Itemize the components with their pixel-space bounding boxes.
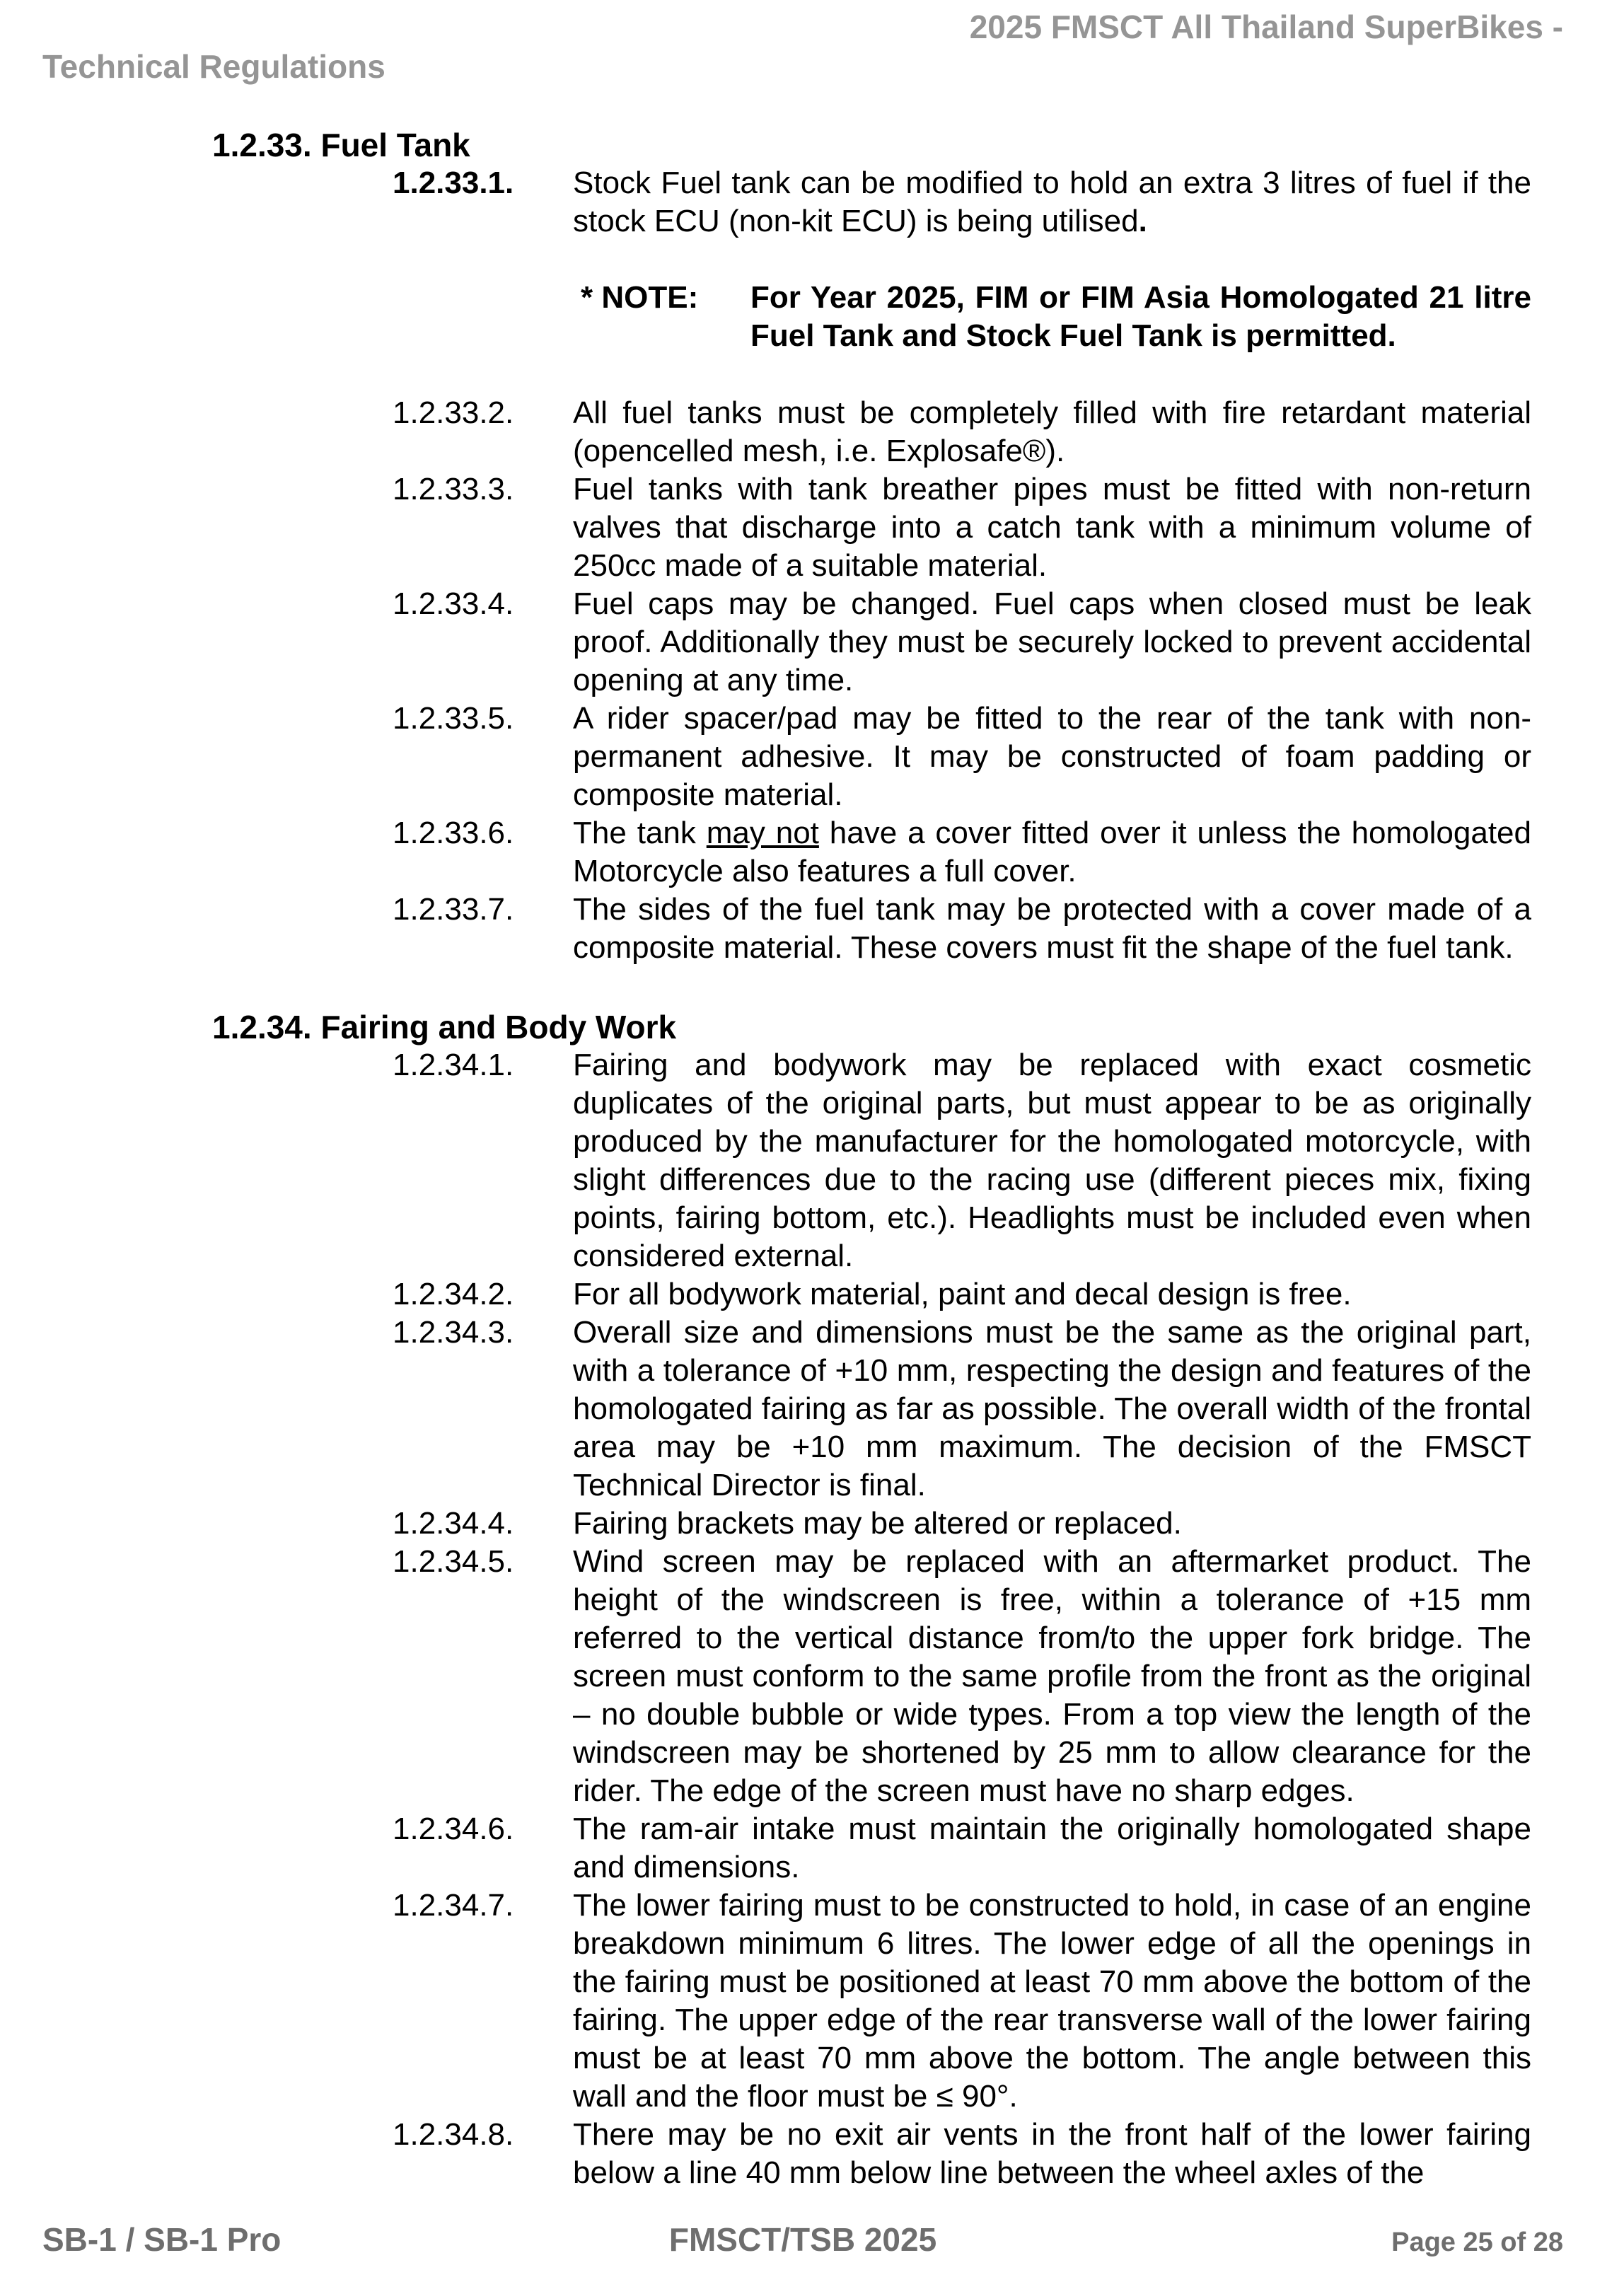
regulation-item (393, 2116, 1624, 2192)
item-number: 1.2.34.8. (393, 2117, 514, 2152)
item-text-bold-period: . (1138, 204, 1147, 238)
item-number: 1.2.33.3. (393, 472, 514, 506)
item-number: 1.2.34.2. (393, 1277, 514, 1311)
item-number: 1.2.33.5. (393, 701, 514, 736)
regulation-item (393, 1810, 1624, 1887)
page-footer (42, 2220, 1563, 2259)
regulation-item (393, 164, 1624, 241)
item-text: Overall size and dimensions must be the same as the original part, with a tolerance of +10 mm, respecting the design and features of the homologated fairing as far as possible. The overall width of the frontal area may be +10 mm maximum. The decision of the FMSCT Technical Director is final. (573, 1315, 1531, 1502)
item-text: A rider spacer/pad may be fitted to the rear of the tank with non-permanent adhesive. It may be constructed of foam padding or composite material. (573, 701, 1531, 812)
item-text-underlined: may not (706, 816, 819, 850)
section-number: 1.2.33. (212, 127, 312, 163)
item-text (573, 164, 1531, 241)
regulation-item (393, 470, 1624, 585)
section-heading (212, 1008, 1624, 1046)
item-text-post: have a cover fitted over it unless the homologated Motorcycle also features a full cover. (573, 816, 1531, 888)
item-text: Fairing and bodywork may be replaced with exact cosmetic duplicates of the original parts, but must appear to be as originally produced by the manufacturer for the homologated motorcycle, with slight differences due to the racing use (different pieces mix, fixing points, fairing bottom, etc.). Headlights must be included even when considered external. (573, 1048, 1531, 1273)
item-number: 1.2.34.1. (393, 1048, 514, 1082)
item-text: Fuel caps may be changed. Fuel caps when closed must be leak proof. Additionally they must be securely locked to prevent accidental opening at any time. (573, 586, 1531, 697)
note-text: For Year 2025, FIM or FIM Asia Homologated 21 litre Fuel Tank and Stock Fuel Tank is permitted. (750, 280, 1531, 353)
item-number: 1.2.34.3. (393, 1315, 514, 1350)
item-text: Wind screen may be replaced with an aftermarket product. The height of the windscreen is free, within a tolerance of +15 mm referred to the vertical distance from/to the upper fork bridge. The screen must conform to the same profile from the front as the original – no double bubble or wide types. From a top view the length of the windscreen may be shortened by 25 mm to allow clearance for the rider. The edge of the screen must have no sharp edges. (573, 1544, 1531, 1808)
item-text (573, 814, 1531, 891)
item-text: The sides of the fuel tank may be protected with a cover made of a composite material. These covers must fit the shape of the fuel tank. (573, 892, 1531, 965)
footer-page-number: Page 25 of 28 (1391, 2227, 1563, 2257)
footer-class-label: SB-1 / SB-1 Pro (42, 2221, 282, 2258)
item-text: The ram-air intake must maintain the originally homologated shape and dimensions. (573, 1812, 1531, 1884)
item-number: 1.2.34.4. (393, 1506, 514, 1541)
item-text: The lower fairing must to be constructed to hold, in case of an engine breakdown minimum 6 litres. The lower edge of all the openings in the fairing must be positioned at least 70 mm above the bottom of the fairing. The upper edge of the rear transverse wall of the lower fairing must be at least 70 mm above the bottom. The angle between this wall and the floor must be ≤ 90°. (573, 1888, 1531, 2114)
item-text: Fuel tanks with tank breather pipes must be fitted with non-return valves that discharge into a catch tank with a minimum volume of 250cc made of a suitable material. (573, 472, 1531, 583)
note-block (581, 279, 1624, 355)
section-fairing-bodywork (0, 1008, 1624, 2192)
section-title: Fuel Tank (320, 127, 470, 163)
regulation-item (393, 891, 1624, 967)
item-number: 1.2.33.7. (393, 892, 514, 927)
regulation-item (393, 1505, 1624, 1543)
document-title-left: Technical Regulations (42, 48, 385, 85)
regulation-item (393, 1543, 1624, 1810)
item-number: 1.2.34.7. (393, 1888, 514, 1923)
page-header (0, 0, 1624, 86)
item-number: 1.2.33.1. (393, 166, 514, 200)
section-title: Fairing and Body Work (320, 1009, 677, 1045)
item-text-pre: The tank (573, 816, 707, 850)
item-number: 1.2.33.6. (393, 816, 514, 850)
regulation-item (393, 814, 1624, 891)
section-number: 1.2.34. (212, 1009, 312, 1045)
item-number: 1.2.33.4. (393, 586, 514, 621)
item-text: Fairing brackets may be altered or replaced. (573, 1506, 1182, 1541)
item-text: All fuel tanks must be completely filled with fire retardant material (opencelled mesh, i.e. Explosafe®). (573, 395, 1531, 468)
section-heading (212, 126, 1624, 164)
document-title-right: 2025 FMSCT All Thailand SuperBikes - (969, 8, 1563, 45)
regulation-item (393, 1275, 1624, 1314)
note-label: * NOTE: (581, 280, 699, 315)
regulation-item (393, 1314, 1624, 1505)
regulation-item (393, 394, 1624, 470)
document-body (0, 126, 1624, 2192)
regulation-item (393, 1887, 1624, 2116)
regulation-item (393, 585, 1624, 700)
footer-document-label: FMSCT/TSB 2025 (668, 2221, 937, 2258)
item-text: There may be no exit air vents in the front half of the lower fairing below a line 40 mm below line between the wheel axles of the (573, 2117, 1531, 2190)
regulation-item (393, 1046, 1624, 1275)
item-text: For all bodywork material, paint and decal design is free. (573, 1277, 1352, 1311)
item-number: 1.2.33.2. (393, 395, 514, 430)
item-text-main: Stock Fuel tank can be modified to hold an extra 3 litres of fuel if the stock ECU (non-kit ECU) is being utilised (573, 166, 1531, 238)
regulation-item (393, 700, 1624, 814)
section-fuel-tank (0, 126, 1624, 967)
item-number: 1.2.34.6. (393, 1812, 514, 1846)
item-number: 1.2.34.5. (393, 1544, 514, 1579)
